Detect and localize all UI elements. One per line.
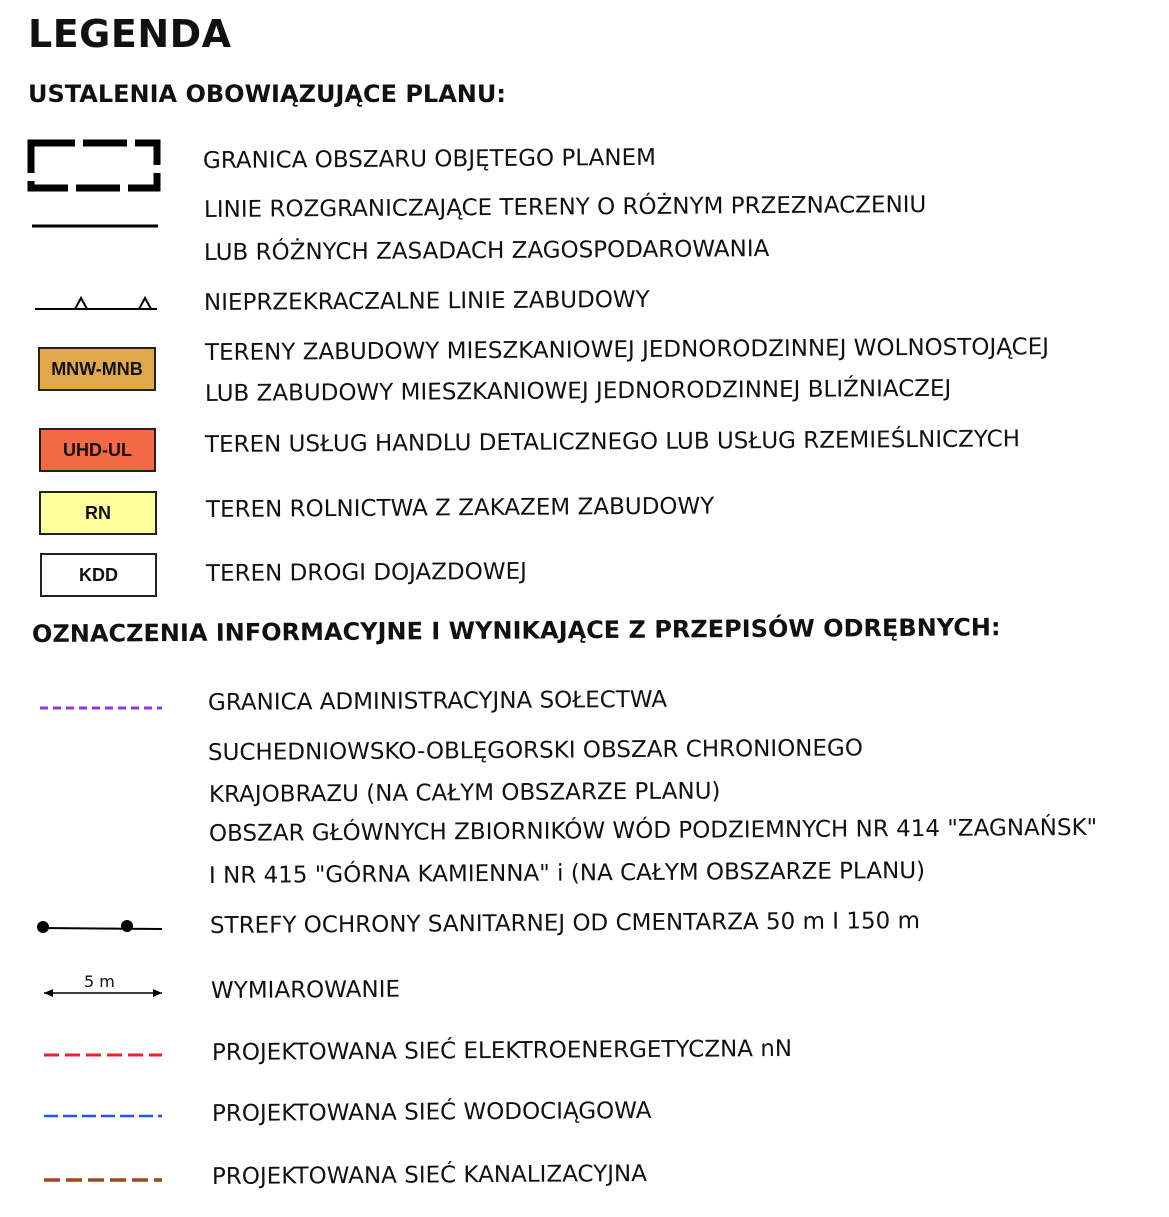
power-line-symbol [44, 1051, 162, 1059]
sanitary-zone-symbol [34, 915, 164, 937]
building-line-symbol [35, 292, 157, 312]
admin-boundary-symbol [40, 704, 162, 712]
dividing-line-label-1: LINIE ROZGRANICZAJĄCE TERENY O RÓŻNYM PRZEZNACZENIU [203, 191, 927, 223]
zone-uhd-ul-label: TEREN USŁUG HANDLU DETALICZNEGO LUB USŁUG RZEMIEŚLNICZYCH [204, 426, 1021, 458]
plan-boundary-label: GRANICA OBSZARU OBJĘTEGO PLANEM [202, 144, 657, 174]
groundwater-label-1: OBSZAR GŁÓWNYCH ZBIORNIKÓW WÓD PODZIEMNYCH NR 414 "ZAGNAŃSK" [208, 814, 1098, 847]
power-line-label: PROJEKTOWANA SIEĆ ELEKTROENERGETYCZNA nN [211, 1035, 793, 1066]
zone-rn-label: TEREN ROLNICTWA Z ZAKAZEM ZABUDOWY [205, 493, 715, 523]
sanitary-zone-label: STREFY OCHRONY SANITARNEJ OD CMENTARZA 50 m I 150 m [209, 908, 921, 939]
water-line-symbol [44, 1112, 162, 1120]
protected-landscape-label-1: SUCHEDNIOWSKO-OBLĘGORSKI OBSZAR CHRONIONEGO [207, 735, 864, 766]
dividing-line-label-2: LUB RÓŻNYCH ZASADACH ZAGOSPODAROWANIA [203, 236, 770, 266]
dimension-label: WYMIAROWANIE [210, 976, 401, 1004]
protected-landscape-label-2: KRAJOBRAZU (NA CAŁYM OBSZARZE PLANU) [208, 778, 721, 808]
zone-kdd-label: TEREN DROGI DOJAZDOWEJ [205, 558, 527, 587]
building-line-label: NIEPRZEKRACZALNE LINIE ZABUDOWY [203, 286, 650, 316]
zone-mnw-mnb-label-2: LUB ZABUDOWY MIESZKANIOWEJ JEDNORODZINNEJ BLIŹNIACZEJ [204, 375, 952, 407]
zone-mnw-mnb-swatch: MNW-MNB [38, 347, 156, 391]
zone-mnw-mnb-label-1: TERENY ZABUDOWY MIESZKANIOWEJ JEDNORODZINNEJ WOLNOSTOJĄCEJ [204, 334, 1050, 366]
sewer-line-symbol [44, 1176, 162, 1184]
zone-rn-swatch: RN [39, 491, 157, 535]
admin-boundary-label: GRANICA ADMINISTRACYJNA SOŁECTWA [207, 686, 668, 716]
zone-uhd-ul-swatch: UHD-UL [39, 428, 156, 472]
plan-boundary-symbol [28, 140, 160, 192]
dimension-value: 5 m [84, 972, 115, 991]
section-heading-binding: USTALENIA OBOWIĄZUJĄCE PLANU: [28, 80, 506, 108]
legend-title: LEGENDA [28, 12, 232, 56]
zone-kdd-swatch: KDD [40, 553, 157, 597]
dimension-symbol [42, 986, 166, 1000]
groundwater-label-2: I NR 415 "GÓRNA KAMIENNA" i (NA CAŁYM OBSZARZE PLANU) [208, 858, 926, 889]
sewer-line-label: PROJEKTOWANA SIEĆ KANALIZACYJNA [211, 1160, 648, 1190]
water-line-label: PROJEKTOWANA SIEĆ WODOCIĄGOWA [211, 1097, 652, 1127]
dividing-line-symbol [32, 222, 158, 230]
section-heading-informational: OZNACZENIA INFORMACYJNE I WYNIKAJĄCE Z PRZEPISÓW ODRĘBNYCH: [31, 613, 1001, 648]
